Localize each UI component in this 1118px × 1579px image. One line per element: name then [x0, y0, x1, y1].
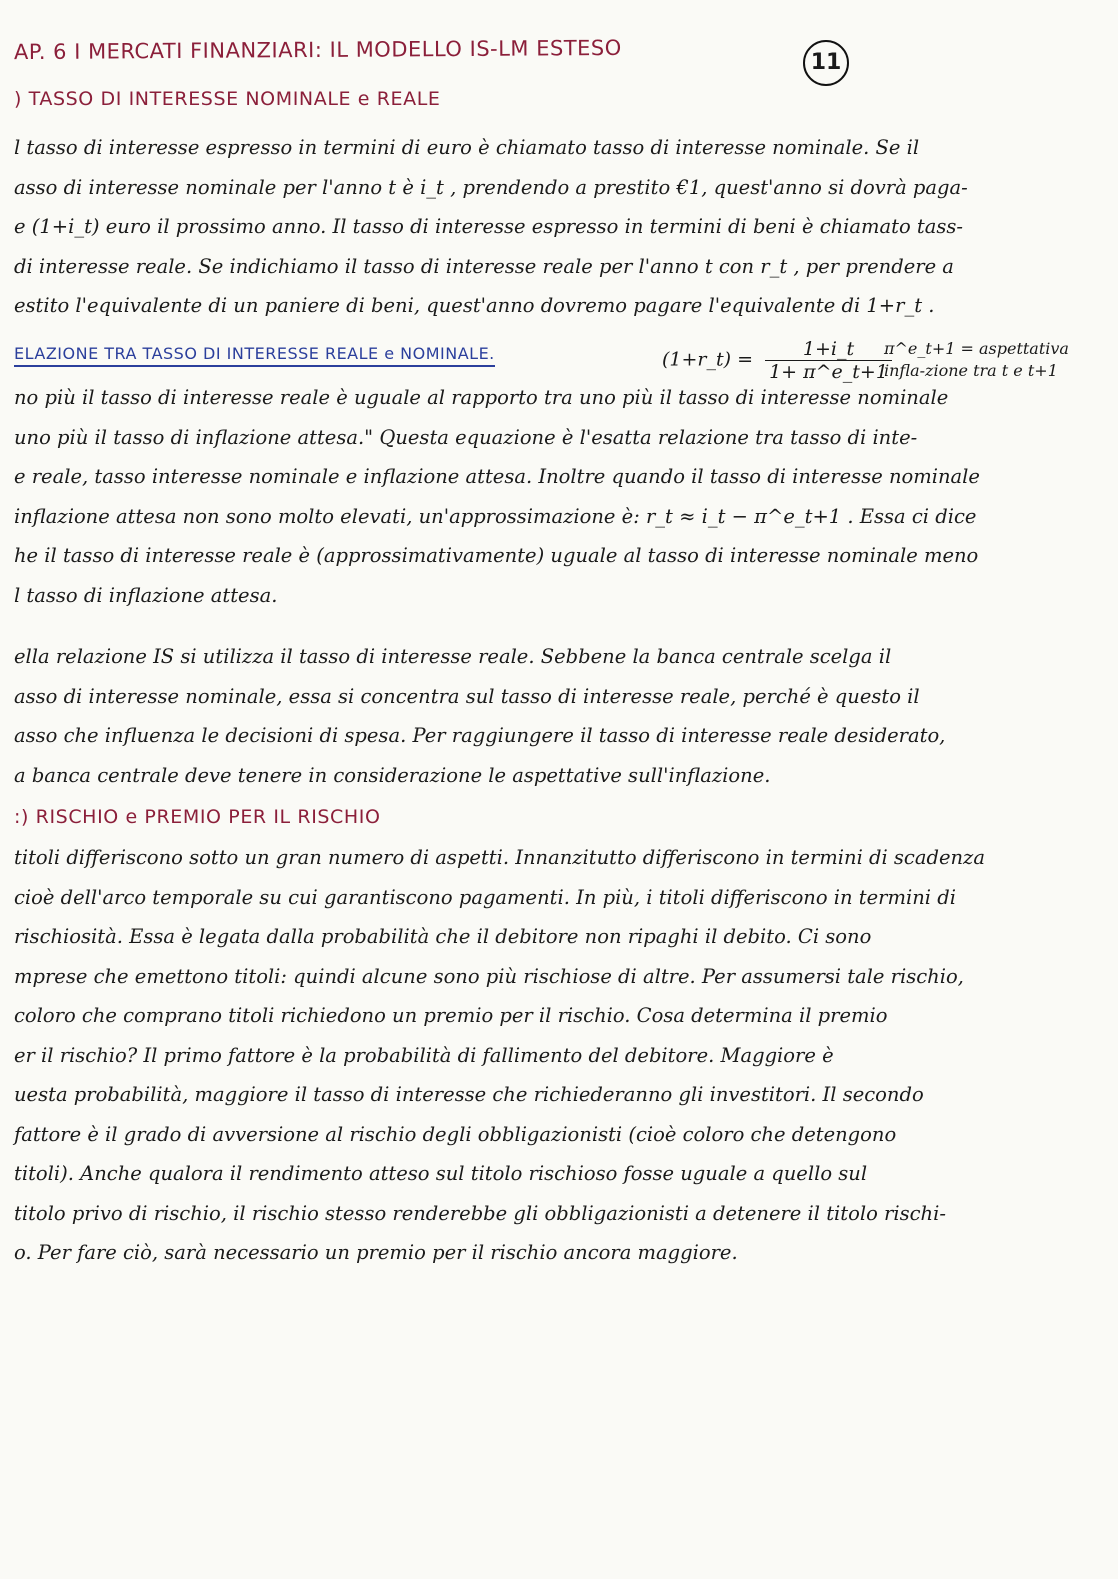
paragraph-risk-premium — [14, 838, 1104, 1273]
paragraph-interest-definitions — [14, 128, 1104, 326]
text-line: asso di interesse nominale, essa si concentra sul tasso di interesse reale, perché è questo il — [14, 684, 920, 708]
section-heading-interest-rates: ) TASSO DI INTERESSE NOMINALE e REALE — [14, 88, 441, 110]
text-line: estito l'equivalente di un paniere di beni, quest'anno dovremo pagare l'equivalente di 1+r_t . — [14, 294, 935, 317]
text-line: asso di interesse nominale per l'anno t è i_t , prendendo a prestito €1, quest'anno si dovrà paga- — [14, 175, 968, 199]
text-line: asso che influenza le decisioni di spesa. Per raggiungere il tasso di interesse reale desiderato, — [14, 724, 946, 747]
relation-label: ELAZIONE TRA TASSO DI INTERESSE REALE e NOMINALE. — [14, 344, 495, 367]
text-line: di interesse reale. Se indichiamo il tasso di interesse reale per l'anno t con r_t , per prendere a — [14, 254, 954, 278]
text-line: coloro che comprano titoli richiedono un premio per il rischio. Cosa determina il premio — [14, 1004, 888, 1027]
text-line: a banca centrale deve tenere in considerazione le aspettative sull'inflazione. — [14, 763, 771, 787]
text-line: e (1+i_t) euro il prossimo anno. Il tasso di interesse espresso in termini di beni è chiamato tass- — [14, 215, 963, 238]
page-title: AP. 6 I MERCATI FINANZIARI: IL MODELLO IS-LM ESTESO — [13, 35, 622, 65]
text-line: er il rischio? Il primo fattore è la probabilità di fallimento del debitore. Maggiore è — [14, 1043, 834, 1067]
text-line: l tasso di inflazione attesa. — [14, 583, 278, 607]
text-line: e reale, tasso interesse nominale e inflazione attesa. Inoltre quando il tasso di interesse nominale — [14, 465, 980, 488]
formula-denominator: 1+ π^e_t+1 — [769, 361, 888, 383]
text-line: no più il tasso di interesse reale è uguale al rapporto tra uno più il tasso di interesse nominale — [14, 386, 949, 409]
text-line: titoli). Anche qualora il rendimento atteso sul titolo rischioso fosse uguale a quello sul — [14, 1162, 868, 1185]
text-line: mprese che emettono titoli: quindi alcune sono più rischiose di altre. Per assumersi tale rischio, — [14, 964, 964, 988]
text-line: inflazione attesa non sono molto elevati, un'approssimazione è: r_t ≈ i_t − π^e_t+1 . Essa ci dice — [14, 504, 977, 528]
section-heading-risk: :) RISCHIO e PREMIO PER IL RISCHIO — [14, 806, 381, 828]
text-line: fattore è il grado di avversione al rischio degli obbligazionisti (cioè coloro che detengono — [14, 1122, 897, 1146]
text-line: uno più il tasso di inflazione attesa." Questa equazione è l'esatta relazione tra tasso di inte- — [14, 425, 918, 449]
text-line: o. Per fare ciò, sarà necessario un premio per il rischio ancora maggiore. — [14, 1241, 738, 1264]
text-line: titoli differiscono sotto un gran numero di aspetti. Innanzitutto differiscono in termini di scadenza — [14, 846, 985, 869]
text-line: titolo privo di rischio, il rischio stesso renderebbe gli obbligazionisti a detenere il titolo rischi- — [14, 1201, 946, 1225]
formula-note: π^e_t+1 = aspettativa infla-zione tra t e t+1 — [884, 339, 1069, 380]
formula-lhs: (1+r_t) = — [662, 348, 754, 371]
text-line: l tasso di interesse espresso in termini di euro è chiamato tasso di interesse nominale. Se il — [14, 136, 920, 159]
formula-numerator: 1+i_t — [765, 338, 892, 361]
text-line: he il tasso di interesse reale è (approssimativamente) uguale al tasso di interesse nominale meno — [14, 544, 979, 567]
text-line: rischiosità. Essa è legata dalla probabilità che il debitore non ripaghi il debito. Ci sono — [14, 925, 872, 948]
text-line: ella relazione IS si utilizza il tasso di interesse reale. Sebbene la banca centrale scelga il — [14, 645, 892, 668]
paragraph-fisher-explanation — [14, 378, 1104, 615]
relation-formula-row — [14, 338, 1104, 382]
text-line: uesta probabilità, maggiore il tasso di interesse che richiederanno gli investitori. Il secondo — [14, 1083, 924, 1106]
text-line: cioè dell'arco temporale su cui garantiscono pagamenti. In più, i titoli differiscono in termini di — [14, 885, 956, 909]
paragraph-is-relation — [14, 637, 1104, 795]
page-number-badge: 11 — [803, 40, 849, 86]
fisher-formula — [662, 338, 892, 383]
formula-fraction — [765, 338, 892, 383]
